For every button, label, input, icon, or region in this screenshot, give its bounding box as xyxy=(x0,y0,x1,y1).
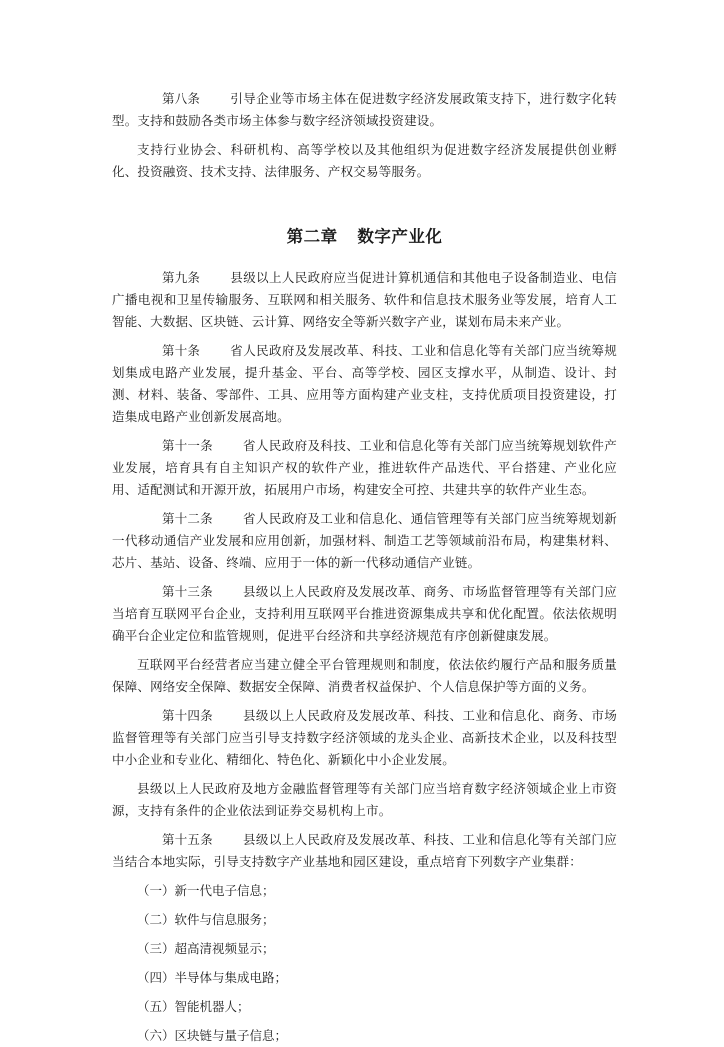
article-11 xyxy=(112,435,617,501)
article-number: 第八条 xyxy=(162,91,201,106)
chapter-name: 数字产业化 xyxy=(357,227,443,246)
article-text: 省人民政府及发展改革、科技、工业和信息化等有关部门应当统筹规划集成电路产业发展，提升基金、平台、高等学校、园区支撑水平，从制造、设计、封测、材料、装备、零部件、工具、应用等方面构建产业支柱，支持优质项目投资建设，打造集成电路产业创新发展高地。 xyxy=(112,343,617,424)
article-number: 第十二条 xyxy=(162,511,213,526)
chapter-title xyxy=(112,225,617,249)
article-text: 县级以上人民政府及发展改革、科技、工业和信息化、商务、市场监督管理等有关部门应当引导支持数字经济领域的龙头企业、高新技术企业，以及科技型中小企业和专业化、精细化、特色化、新颖化中小企业发展。 xyxy=(112,708,617,767)
article-number: 第十条 xyxy=(162,343,201,358)
article-15 xyxy=(112,829,617,873)
list-item: （六）区块链与量子信息； xyxy=(137,1028,288,1043)
list-item: （五）智能机器人； xyxy=(137,999,250,1014)
article-8 xyxy=(112,88,617,132)
list-item: （三）超高清视频显示； xyxy=(137,941,275,956)
article-10 xyxy=(112,340,617,428)
paragraph: 互联网平台经营者应当建立健全平台管理规则和制度，依法依约履行产品和服务质量保障、网络安全保障、数据安全保障、消费者权益保护、个人信息保护等方面的义务。 xyxy=(112,657,617,694)
article-text: 县级以上人民政府及发展改革、科技、工业和信息化等有关部门应当结合本地实际，引导支持数字产业基地和园区建设，重点培育下列数字产业集群： xyxy=(112,832,617,869)
paragraph: 县级以上人民政府及地方金融监督管理等有关部门应当培育数字经济领域企业上市资源，支持有条件的企业依法到证券交易机构上市。 xyxy=(112,781,617,818)
list-item: （二）软件与信息服务； xyxy=(137,912,275,927)
article-12 xyxy=(112,508,617,574)
article-text: 省人民政府及科技、工业和信息化等有关部门应当统筹规划软件产业发展，培育具有自主知识产权的软件产业，推进软件产品迭代、平台搭建、产业化应用、适配测试和开源开放，拓展用户市场，构建安全可控、共建共享的软件产业生态。 xyxy=(112,438,617,497)
article-number: 第十一条 xyxy=(162,438,213,453)
list-item: （四）半导体与集成电路； xyxy=(137,970,288,985)
article-number: 第九条 xyxy=(162,270,201,285)
article-number: 第十五条 xyxy=(162,832,213,847)
article-14 xyxy=(112,705,617,771)
article-13 xyxy=(112,581,617,647)
chapter-number: 第二章 xyxy=(286,227,338,246)
article-text: 引导企业等市场主体在促进数字经济发展政策支持下，进行数字化转型。支持和鼓励各类市场主体参与数字经济领域投资建设。 xyxy=(112,91,617,128)
article-number: 第十三条 xyxy=(162,584,213,599)
list-item: （一）新一代电子信息； xyxy=(137,883,275,898)
article-9 xyxy=(112,267,617,333)
paragraph: 支持行业协会、科研机构、高等学校以及其他组织为促进数字经济发展提供创业孵化、投资融资、技术支持、法律服务、产权交易等服务。 xyxy=(112,142,617,179)
article-text: 县级以上人民政府及发展改革、商务、市场监督管理等有关部门应当培育互联网平台企业，支持利用互联网平台推进资源集成共享和优化配置。依法依规明确平台企业定位和监管规则，促进平台经济和共享经济规范有序创新健康发展。 xyxy=(112,584,617,643)
document-page xyxy=(112,88,617,1047)
article-number: 第十四条 xyxy=(162,708,213,723)
article-text: 县级以上人民政府应当促进计算机通信和其他电子设备制造业、电信广播电视和卫星传输服务、互联网和相关服务、软件和信息技术服务业等发展，培育人工智能、大数据、区块链、云计算、网络安全等新兴数字产业，谋划布局未来产业。 xyxy=(112,270,617,329)
article-text: 省人民政府及工业和信息化、通信管理等有关部门应当统筹规划新一代移动通信产业发展和应用创新，加强材料、制造工艺等领域前沿布局，构建集材料、芯片、基站、设备、终端、应用于一体的新一代移动通信产业链。 xyxy=(112,511,617,570)
